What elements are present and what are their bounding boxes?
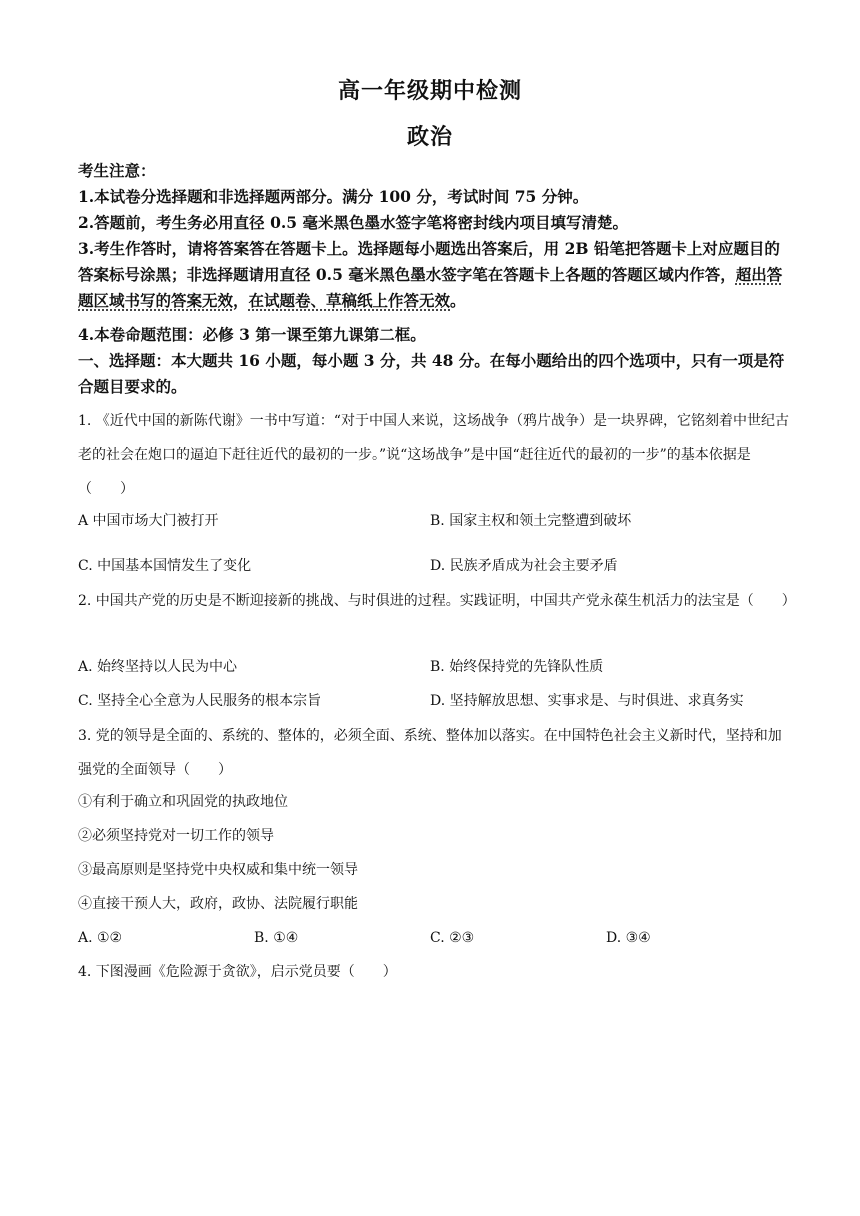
question-2-option-d: D. 坚持解放思想、实事求是、与时俱进、求真务实 (430, 693, 744, 709)
notice-item-1: 1.本试卷分选择题和非选择题两部分。满分 100 分，考试时间 75 分钟。 (78, 187, 589, 206)
question-3-option-c: C. ②③ (430, 930, 475, 946)
notice-item-3-emphasis-1: 超出答题区域书写的答案无效 (78, 265, 783, 310)
question-2-option-c: C. 坚持全心全意为人民服务的根本宗旨 (78, 693, 322, 709)
notice-heading: 考生注意： (78, 161, 156, 180)
notice-item-4: 4.本卷命题范围：必修 3 第一课至第九课第二框。 (78, 325, 426, 344)
notice-item-3 (78, 236, 788, 314)
subject-title: 政治 (406, 124, 453, 150)
question-1-option-a: A 中国市场大门被打开 (78, 513, 219, 529)
notice-item-2: 2.答题前，考生务必用直径 0.5 毫米黑色墨水签字笔将密封线内项目填写清楚。 (78, 213, 628, 232)
question-3-statement-1: ①有利于确立和巩固党的执政地位 (78, 794, 288, 810)
question-1-option-c: C. 中国基本国情发生了变化 (78, 558, 252, 574)
question-3-option-a: A. ①② (78, 930, 123, 946)
notice-item-3-comma: ， (233, 291, 249, 310)
question-2-option-b: B. 始终保持党的先锋队性质 (430, 659, 604, 675)
question-3-option-b: B. ①④ (254, 930, 299, 946)
question-2-stem: 2. 中国共产党的历史是不断迎接新的挑战、与时俱进的过程。实践证明，中国共产党永葆生机活力的法宝是（ ） (78, 593, 796, 609)
notice-item-3-end: 。 (450, 291, 466, 310)
question-3-option-d: D. ③④ (606, 930, 651, 946)
question-1-option-d: D. 民族矛盾成为社会主要矛盾 (430, 558, 618, 574)
question-2-option-a: A. 始终坚持以人民为中心 (78, 659, 238, 675)
question-3-stem: 3. 党的领导是全面的、系统的、整体的，必须全面、系统、整体加以落实。在中国特色社会主义新时代，坚持和加强党的全面领导（ ） (78, 728, 782, 778)
exam-title: 高一年级期中检测 (337, 78, 522, 104)
notice-item-3-text: 3.考生作答时，请将答案答在答题卡上。选择题每小题选出答案后，用 2B 铅笔把答题卡上对应题目的答案标号涂黑；非选择题请用直径 0.5 毫米黑色墨水签字笔在答题卡上各题的答题区域内作答， (78, 239, 780, 284)
question-4-stem: 4. 下图漫画《危险源于贪欲》，启示党员要（ ） (78, 964, 397, 980)
question-1-option-b: B. 国家主权和领土完整遭到破坏 (430, 513, 632, 529)
question-3-statement-3: ③最高原则是坚持党中央权威和集中统一领导 (78, 862, 358, 878)
section-heading: 一、选择题：本大题共 16 小题，每小题 3 分，共 48 分。在每小题给出的四个选项中，只有一项是符合题目要求的。 (78, 351, 785, 396)
question-1-stem: 1. 《近代中国的新陈代谢》一书中写道：“对于中国人来说，这场战争（鸦片战争）是一块界碑，它铭刻着中世纪古老的社会在炮口的逼迫下赶往近代的最初的一步。”说“这场战争”是中国“赶往近代的最初的一步”的基本依据是（ ） (78, 413, 789, 497)
question-3-statement-2: ②必须坚持党对一切工作的领导 (78, 828, 274, 844)
question-3-statement-4: ④直接干预人大，政府，政协、法院履行职能 (78, 896, 358, 912)
notice-item-3-emphasis-2: 在试题卷、草稿纸上作答无效 (248, 291, 451, 310)
